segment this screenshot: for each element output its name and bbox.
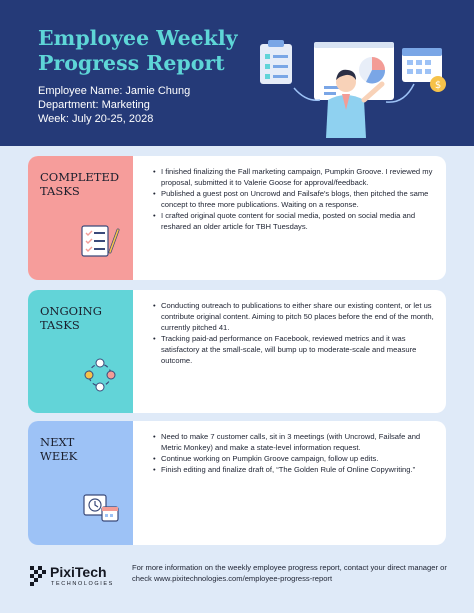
title-line-1: Employee Weekly	[38, 26, 238, 50]
section-label	[40, 170, 128, 198]
section-label-line-2: TASKS	[40, 318, 80, 332]
presenter-illustration	[254, 38, 454, 142]
schedule-icon	[80, 489, 120, 523]
employee-department: Department: Marketing	[38, 99, 150, 111]
task-list	[152, 166, 442, 232]
section-label-panel	[28, 421, 133, 545]
list-item: • I finished finalizing the Fall marketing campaign, Pumpkin Groove. I reviewed my proposal, submitted it to Valerie Goose for approval/feedback.	[152, 166, 442, 188]
section-label-line-1: COMPLETED	[40, 170, 120, 184]
section-label-panel	[28, 290, 133, 413]
list-item: • Tracking paid-ad performance on Facebook, reviewed metrics and it was satisfactory at the small-scale, will bump up to moderate-scale and measure outcome.	[152, 333, 442, 366]
list-item: • I crafted original quote content for social media, posted on social media and reshared an older article for TBH Tuesdays.	[152, 210, 442, 232]
cycle-icon	[80, 358, 120, 392]
section-label-panel	[28, 156, 133, 280]
report-footer	[0, 551, 474, 613]
title-line-2: Progress Report	[38, 51, 225, 75]
footer-contact-text: For more information on the weekly employee progress report, contact your direct manager or check www.pixitechnologies.com/employee-progress-report	[132, 563, 447, 583]
logo-name: PixiTech	[50, 564, 107, 580]
checklist-icon	[80, 224, 120, 258]
section-label	[40, 304, 128, 332]
list-item: • Conducting outreach to publications to either share our existing content, or let us contribute original content. Aiming to pitch 50 places before the end of the month, currently pitched 41.	[152, 300, 442, 333]
company-logo	[28, 561, 128, 597]
logo-subtitle: TECHNOLOGIES	[51, 581, 114, 587]
employee-info	[38, 84, 190, 126]
page-title	[38, 26, 268, 76]
report-week: Week: July 20-25, 2028	[38, 113, 154, 125]
report-header	[0, 0, 474, 146]
section-label-line-1: NEXT	[40, 435, 75, 449]
list-item: • Need to make 7 customer calls, sit in 3 meetings (with Uncrowd, Failsafe and Metric Monkey) and make a state-level information request.	[152, 431, 442, 453]
list-item: • Published a guest post on Uncrowd and Failsafe's blogs, then pitched the same concept to three more publications. Waiting on a response.	[152, 188, 442, 210]
employee-name: Employee Name: Jamie Chung	[38, 85, 191, 97]
section-label-line-1: ONGOING	[40, 304, 102, 318]
list-item: • Continue working on Pumpkin Groove campaign, follow up edits.	[152, 453, 442, 464]
task-list	[152, 300, 442, 366]
completed-tasks-section	[28, 156, 446, 280]
pixel-logo-icon	[28, 564, 50, 586]
section-label-line-2: TASKS	[40, 184, 80, 198]
section-label-line-2: WEEK	[40, 449, 78, 463]
task-list	[152, 431, 442, 475]
section-label	[40, 435, 128, 463]
svg-text:$: $	[434, 80, 442, 91]
next-week-section	[28, 421, 446, 545]
list-item: • Finish editing and finalize draft of, “The Golden Rule of Online Copywriting.”	[152, 464, 442, 475]
ongoing-tasks-section	[28, 290, 446, 413]
